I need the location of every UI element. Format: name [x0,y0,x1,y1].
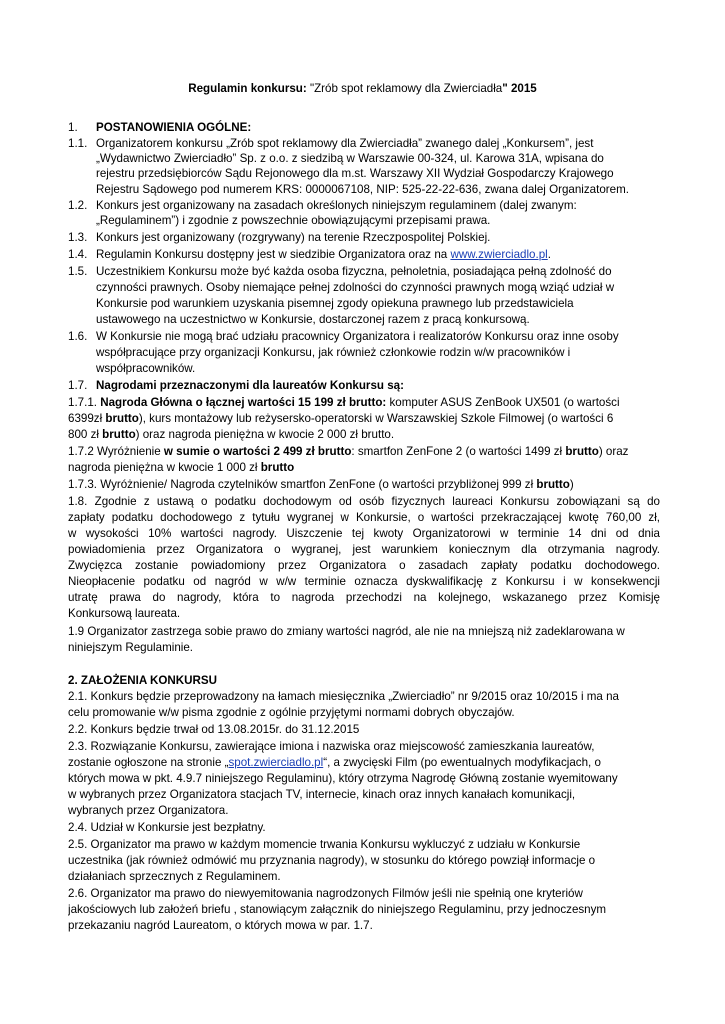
paragraph-2-2: 2.2. Konkurs będzie trwał od 13.08.2015r. do 31.12.2015 [68,723,360,736]
paragraph-1-5-line: ustawowego na uczestnictwo w Konkursie, dostarczonej razem z pracą konkursową. [96,313,530,326]
prize-1-7-1-line: 6399zł brutto), kurs montażowy lub reżysersko-operatorski w Warszawskiej Szkole Filmowej (o wartości 6 [68,412,614,425]
paragraph-2-3-line: wybranych przez Organizatora. [68,804,229,817]
paragraph-1-1-line: rejestru przedsiębiorców Sądu Rejonowego dla m.st. Warszawy XII Wydział Gospodarczy Krajowego [96,167,614,180]
paragraph-1-4: 1.4. Regulamin Konkursu dostępny jest w siedzibie Organizatora oraz na www.zwierciadlo.pl. [68,248,551,261]
spot-website-link[interactable]: spot.zwierciadlo.pl [228,756,324,769]
section-2-heading: 2. ZAŁOŻENIA KONKURSU [68,674,218,687]
paragraph-1-8-line: Nieopłacenie podatku od nagród w w/w terminie oznacza dyskwalifikację z Konkursu i w konsekwencji [68,575,660,588]
paragraph-2-3-line: zostanie ogłoszone na stronie „spot.zwierciadlo.pl“, a zwycięski Film (po ewentualnych modyfikacjach, o [68,756,601,769]
website-link[interactable]: www.zwierciadlo.pl [450,248,548,261]
section-1-heading: 1. POSTANOWIENIA OGÓLNE: [68,121,252,134]
paragraph-1-9-line: niniejszym Regulaminie. [68,641,194,654]
document-title: Regulamin konkursu: "Zrób spot reklamowy dla Zwierciadła" 2015 [188,82,537,95]
prize-1-7-1: 1.7.1. Nagroda Główna o łącznej wartości 15 199 zł brutto: komputer ASUS ZenBook UX501 (o wartości [68,396,620,409]
prize-1-7-1-line: 800 zł brutto) oraz nagroda pieniężna w kwocie 2 000 zł brutto. [68,428,395,441]
paragraph-2-1-line: celu promowanie w/w pisma zgodnie z ogólnie przyjętymi normami dobrych obyczajów. [68,706,515,719]
paragraph-1-6: 1.6. W Konkursie nie mogą brać udziału pracownicy Organizatora i realizatorów Konkursu oraz inne osoby [68,330,619,343]
paragraph-2-6: 2.6. Organizator ma prawo do niewyemitowania nagrodzonych Filmów jeśli nie spełnią one kryteriów [68,887,583,900]
paragraph-1-7: 1.7. Nagrodami przeznaczonymi dla laureatów Konkursu są: [68,379,404,392]
paragraph-1-8-line: powiadomienia przez Organizatora o wygranej, jest warunkiem koniecznym dla otrzymania nagrody. [68,543,660,556]
paragraph-1-5-line: Konkursie pod warunkiem uzyskania pisemnej zgody opiekuna prawnego lub przedstawiciela [96,297,574,310]
paragraph-1-5-line: czynności prawnych. Osoby niemające pełnej zdolności do czynności prawnych mogą wziąć udział w [96,281,615,294]
paragraph-2-3: 2.3. Rozwiązanie Konkursu, zawierające imiona i nazwiska oraz miejscowość zamieszkania laureatów, [68,740,595,753]
paragraph-1-8-line: utratę prawa do nagrody, która to nagroda przechodzi na kolejnego, wskazanego przez Komisję [68,591,660,604]
paragraph-1-5: 1.5. Uczestnikiem Konkursu może być każda osoba fizyczna, pełnoletnia, posiadająca pełną zdolność do [68,265,612,278]
paragraph-1-6-line: współpracowników. [96,362,196,375]
paragraph-1-8-line: Zwycięzca zostanie powiadomiony przez Organizatora o zasadach zapłaty podatku dochodowego. [68,559,660,572]
paragraph-2-5-line: uczestnika (jak również odmówić mu przyznania nagrody), w stosunku do którego powziął informacje o [68,854,596,867]
paragraph-1-8-line: zapłaty podatku dochodowego z tytułu wygranej w Konkursie, o wartości przekraczającej kwotę 760,00 zł, [68,511,660,524]
paragraph-1-8: 1.8. Zgodnie z ustawą o podatku dochodowym od osób fizycznych laureaci Konkursu zobowiązani są do [68,495,660,508]
prize-1-7-2: 1.7.2 Wyróżnienie w sumie o wartości 2 499 zł brutto: smartfon ZenFone 2 (o wartości 1499 zł brutto) oraz [68,445,629,458]
paragraph-2-3-line: w wybranych przez Organizatora stacjach TV, internecie, kinach oraz innych kanałach komunikacji, [68,788,576,801]
paragraph-1-8-line: Konkursową laureata. [68,607,181,620]
prize-1-7-3: 1.7.3. Wyróżnienie/ Nagroda czytelników smartfon ZenFone (o wartości przybliżonej 999 zł brutto) [68,478,574,491]
paragraph-2-6-line: przekazaniu nagród Laureatom, o których mowa w par. 1.7. [68,919,373,932]
paragraph-1-8-line: w wysokości 10% wartości nagrody. Uiszczenie tej kwoty Organizatorowi w terminie 14 dni od dnia [68,527,660,540]
paragraph-2-1: 2.1. Konkurs będzie przeprowadzony na łamach miesięcznika „Zwierciadło” nr 9/2015 oraz 10/2015 i ma na [68,690,619,703]
paragraph-1-1: 1.1. Organizatorem konkursu „Zrób spot reklamowy dla Zwierciadła” zwanego dalej „Konkursem”, jest [68,137,594,150]
paragraph-2-5-line: działaniach sprzecznych z Regulaminem. [68,870,281,883]
paragraph-1-3: 1.3. Konkurs jest organizowany (rozgrywany) na terenie Rzeczpospolitej Polskiej. [68,231,491,244]
paragraph-2-6-line: jakościowych lub założeń briefu , stanowiącym załącznik do niniejszego Regulaminu, przy jednoczesnym [68,903,607,916]
paragraph-2-4: 2.4. Udział w Konkursie jest bezpłatny. [68,821,266,834]
paragraph-1-2-line: „Regulaminem”) i zgodnie z powszechnie obowiązującymi przepisami prawa. [96,214,491,227]
paragraph-1-9: 1.9 Organizator zastrzega sobie prawo do zmiany wartości nagród, ale nie na mniejszą niż zadeklarowana w [68,625,625,638]
paragraph-1-6-line: współpracujące przy organizacji Konkursu, jak również członkowie rodzin w/w pracowników i [96,346,571,359]
paragraph-1-1-line: Rejestru Sądowego pod numerem KRS: 0000067108, NIP: 525-22-22-636, zwana dalej Organizatorem. [96,183,629,196]
prize-1-7-2-line: nagroda pieniężna w kwocie 1 000 zł brutto [68,461,295,474]
paragraph-2-3-line: których mowa w pkt. 4.9.7 niniejszego Regulaminu), który otrzyma Nagrodę Główną zostanie wyemitowany [68,772,618,785]
paragraph-1-2: 1.2. Konkurs jest organizowany na zasadach określonych niniejszym regulaminem (dalej zwanym: [68,199,577,212]
paragraph-1-1-line: „Wydawnictwo Zwierciadło” Sp. z o.o. z siedzibą w Warszawie 00-324, ul. Karowa 31A, wpisana do [96,152,604,165]
paragraph-2-5: 2.5. Organizator ma prawo w każdym momencie trwania Konkursu wykluczyć z udziału w Konkursie [68,838,581,851]
